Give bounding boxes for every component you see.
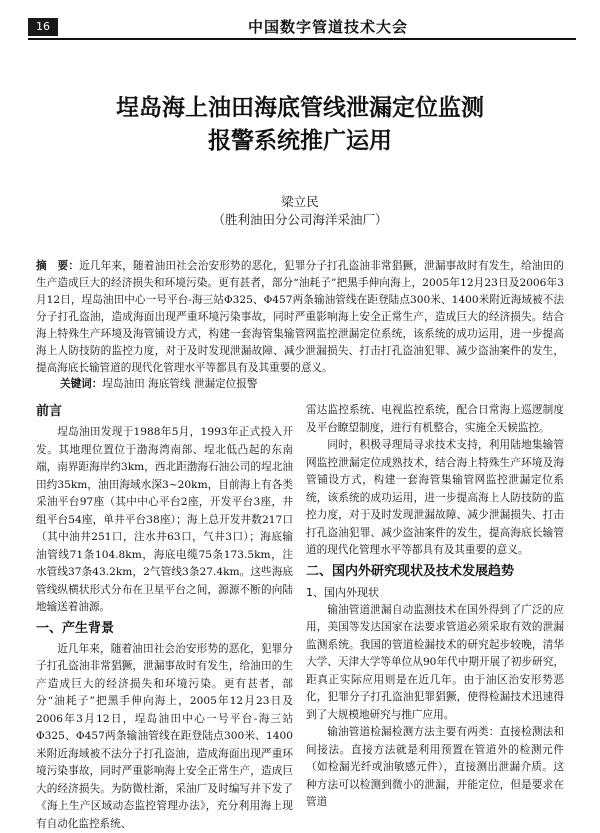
section-1-heading: 一、产生背景 [36,618,293,640]
author-name: 梁立民 [0,192,600,210]
left-column [36,400,293,833]
abstract-label: 摘 要： [36,260,79,272]
header-rule [28,38,576,40]
abstract-text: 近几年来，随着油田社会治安形势的恶化，犯罪分子打孔盗油非常猖獗，泄漏事故时有发生，给油田的生产造成巨大的经济损失和环境污染。更有甚者，部分“油耗子”把黑手伸向海上，2005年12月23日及2006年3月12日，埕岛油田中心一号平台-海三站Φ325、Φ457两条输油管线在距登陆点300米、1400米附近海域被不法分子打孔盗油，造成海面出现严重环境污染事故，同时严重影响海上安全正常生产，造成巨大的经济损失。结合海上特殊生产环境及海管铺设方式，构建一套海管集输管网监控泄漏定位系统，该系统的成功运用，进一步提高海上人防技防的监控力度，对于及时发现泄漏故障、减少泄漏损失、打击打孔盗油犯罪、减少盗油案件的发生，提高海底长输管道的现代化管理水平等都具有及其重要的意义。 [36,260,564,374]
subsection-1-heading: 1、国内外现状 [306,584,564,602]
preface-paragraph: 埕岛油田发现于1988年5月，1993年正式投入开发。其地理位置位于渤海湾南部、埕北低凸起的东南端，南界距海岸约3km，西北距渤海石油公司的埕北油田约35km，油田海域水深3~20km，目前海上有各类采油平台97座（其中中心平台2座，开发平台3座，井组平台54座，单井平台38座）；海上总开发井数217口（其中油井251口，注水井63口，气井3口）；海底输油管线71条104.8km，海底电缆75条173.5km，注水管线37条43.2km，2气管线3条27.4km。这些海底管线纵横状形式分布在卫星平台之间，源源不断的向陆地输送着油源。 [36,424,293,617]
page-number: 16 [28,18,58,36]
paragraph-4: 输油管道检漏检测方法主要有两类：直接检测法和间接法。直接方法就是利用预置在管道外的检测元件（如检漏光纤或油敏感元件），直接测出泄漏介质。这种方法可以检测到微小的泄漏，并能定位，但是要求在管道 [306,724,564,812]
section-2-heading: 二、国内外研究现状及技术发展趋势 [306,561,564,583]
continued-paragraph: 雷达监控系统、电视监控系统，配合日常海上巡逻制度及平台瞭望制度，进行有机整合，实施全天候监控。 [306,402,564,437]
keywords [60,376,560,391]
right-column [306,402,564,812]
section-1-paragraph: 近几年来，随着油田社会治安形势的恶化，犯罪分子打孔盗油非常猖獗，泄漏事故时有发生，给油田的生产造成巨大的经济损失和环境污染。更有甚者，部分“油耗子”把黑手伸向海上，2005年12月23日及2006年3月12日，埕岛油田中心一号平台-海三站Φ325、Φ457两条输油管线在距登陆点300米、1400米附近海域被不法分子打孔盗油，造成海面出现严重环境污染事故，同时严重影响海上安全正常生产，造成巨大的经济损失。为防微杜渐，采油厂及时编写并下发了《海上生产区域动态监控管理办法》，充分利用海上现有自动化监控系统、 [36,641,293,833]
article-title [30,92,570,158]
title-line-1: 埕岛海上油田海底管线泄漏定位监测 [30,92,570,125]
journal-title: 中国数字管道技术大会 [178,16,478,37]
author-affiliation: （胜利油田分公司海洋采油厂） [0,210,600,228]
paragraph-3: 输油管道泄漏自动监测技术在国外得到了广泛的应用，美国等发达国家在法要求管道必须采取有效的泄漏监测系统。我国的管道检漏技术的研究起步较晚，清华大学、天津大学等单位从90年代中期开展了初步研究，距真正实际应用则是在近几年。由于油区治安形势恶化，犯罪分子打孔盗油犯罪猖獗，使得检漏技术迅速得到了大规模地研究与推广应用。 [306,602,564,725]
preface-heading: 前言 [36,401,293,423]
paragraph-2: 同时，积极寻理局寻求技术支持，利用陆地集输管网监控泄漏定位成熟技术，结合海上特殊生产环境及海管铺设方式，构建一套海管集输管网监控泄漏定位系统，该系统的成功运用，进一步提高海上人防技防的监控力度，对于及时发现泄漏故障、减少泄漏损失、打击打孔盗油犯罪、减少盗油案件的发生，提高海底长输管道的现代化管理水平等都具有及其重要的意义。 [306,437,564,560]
abstract [36,258,564,377]
keywords-text: 埕岛油田 海底管线 泄漏定位报警 [102,378,257,390]
running-header [28,18,576,40]
title-line-2: 报警系统推广运用 [30,125,570,158]
keywords-label: 关键词： [60,378,102,390]
